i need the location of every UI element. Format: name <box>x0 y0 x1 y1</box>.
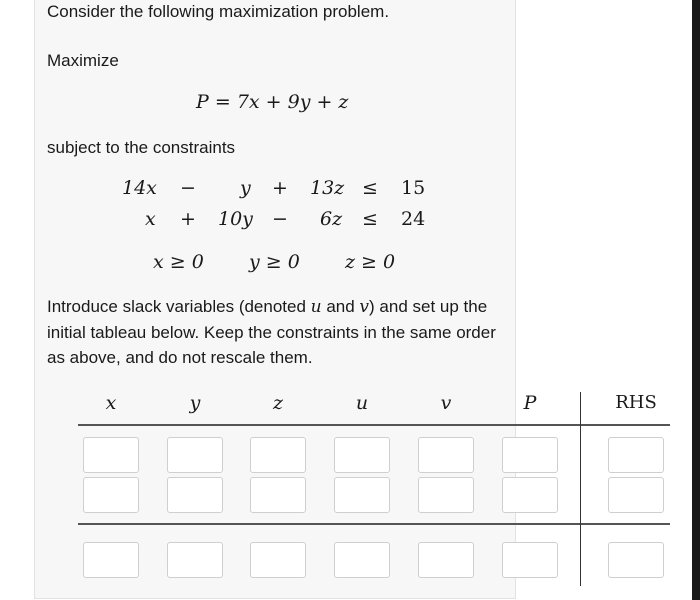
header-rhs: RHS <box>615 392 657 413</box>
intro-text: Consider the following maximization problem. <box>47 2 390 21</box>
cell-objective-rhs[interactable] <box>608 542 664 578</box>
cell-objective-z[interactable] <box>250 542 306 578</box>
nonneg-y: y ≥ 0 <box>249 251 300 273</box>
cell-constraint-1-v[interactable] <box>418 437 474 473</box>
cell-constraint-1-p[interactable] <box>502 437 558 473</box>
header-v: v <box>440 392 452 414</box>
var-v: v <box>359 297 370 317</box>
header-p: P <box>523 392 537 414</box>
objective-eq: = <box>214 91 231 113</box>
c2-op2: − <box>272 208 288 230</box>
c1-rel: ≤ <box>362 177 378 199</box>
objective-lhs: P <box>196 91 209 113</box>
cell-constraint-2-p[interactable] <box>502 477 558 513</box>
header-x: x <box>105 392 117 414</box>
var-u: u <box>310 297 322 317</box>
objective-rhs: 7x + 9y + z <box>236 91 349 113</box>
c2-term3: 6z <box>320 208 343 230</box>
objective-row-divider <box>78 523 670 525</box>
cell-constraint-1-y[interactable] <box>167 437 223 473</box>
maximize-label: Maximize <box>47 51 119 70</box>
cell-objective-y[interactable] <box>167 542 223 578</box>
cell-constraint-1-x[interactable] <box>83 437 139 473</box>
c2-term1: x <box>145 208 156 230</box>
cell-objective-v[interactable] <box>418 542 474 578</box>
header-divider <box>78 424 670 426</box>
instruction-part2: and <box>321 297 360 316</box>
cell-constraint-2-u[interactable] <box>334 477 390 513</box>
cell-constraint-2-v[interactable] <box>418 477 474 513</box>
subject-label: subject to the constraints <box>47 138 236 157</box>
cell-constraint-2-x[interactable] <box>83 477 139 513</box>
nonneg-x: x ≥ 0 <box>153 251 204 273</box>
c1-op1: − <box>180 177 196 199</box>
c1-term1: 14x <box>122 177 157 199</box>
cell-constraint-1-rhs[interactable] <box>608 437 664 473</box>
c2-op1: + <box>180 208 196 230</box>
c2-rhs: 24 <box>401 208 426 230</box>
cell-constraint-2-y[interactable] <box>167 477 223 513</box>
cell-objective-p[interactable] <box>502 542 558 578</box>
c1-term2: y <box>240 177 251 199</box>
instruction-text <box>47 294 507 370</box>
c1-rhs: 15 <box>401 177 426 199</box>
rhs-divider <box>580 392 581 586</box>
c1-term3: 13z <box>310 177 345 199</box>
cell-constraint-1-z[interactable] <box>250 437 306 473</box>
instruction-part3: ) and set up the initial tableau below. Keep the constraints in the same order as above, and do not rescale them. <box>47 297 496 367</box>
c2-rel: ≤ <box>362 208 378 230</box>
cell-objective-u[interactable] <box>334 542 390 578</box>
header-u: u <box>355 392 369 414</box>
cell-constraint-2-z[interactable] <box>250 477 306 513</box>
window-edge <box>692 0 700 600</box>
objective-function <box>196 91 348 113</box>
cell-constraint-1-u[interactable] <box>334 437 390 473</box>
header-y: y <box>189 392 201 414</box>
cell-objective-x[interactable] <box>83 542 139 578</box>
c1-op2: + <box>272 177 288 199</box>
nonneg-z: z ≥ 0 <box>345 251 396 273</box>
instruction-part1: Introduce slack variables (denoted <box>47 297 311 316</box>
header-z: z <box>272 392 283 414</box>
cell-constraint-2-rhs[interactable] <box>608 477 664 513</box>
c2-term2: 10y <box>218 208 253 230</box>
